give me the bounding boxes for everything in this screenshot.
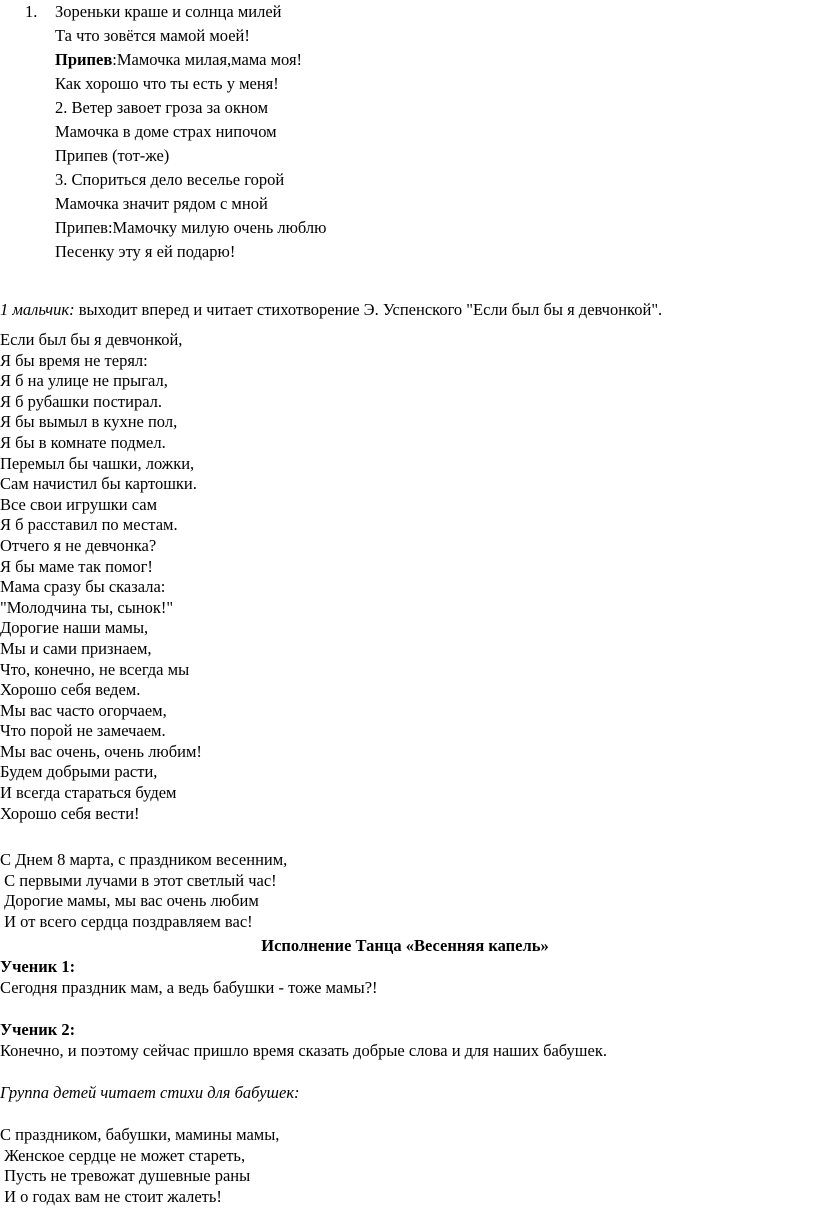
poem-line: Отчего я не девчонка? <box>0 535 157 555</box>
song-line: Как хорошо что ты есть у меня! <box>55 74 279 93</box>
poem-line: Мы и сами признаем, <box>0 638 152 658</box>
speaker-label: 1 мальчик: <box>0 300 75 319</box>
poem-line: Что порой не замечаем. <box>0 721 166 741</box>
poem-line: Я б расставил по местам. <box>0 515 178 535</box>
poem-line: Перемыл бы чашки, ложки, <box>0 453 195 473</box>
poem-line: Я б рубашки постирал. <box>0 391 163 411</box>
student-2-label: Ученик 2: <box>0 1020 76 1039</box>
group-note-block <box>0 1083 810 1104</box>
poem-line: И всегда стараться будем <box>0 783 177 803</box>
chorus-text: :Мамочка милая,мама моя! <box>112 50 303 69</box>
greeting-line: И от всего сердца поздравляем вас! <box>0 911 253 931</box>
song-lyrics <box>25 0 785 264</box>
poem-line: Будем добрыми расти, <box>0 762 158 782</box>
intro-text: выходит вперед и читает стихотворение Э. Успенского "Если был бы я девчонкой". <box>74 300 663 319</box>
chorus-label: Припев <box>55 50 113 69</box>
intro-line <box>0 300 810 321</box>
poem-grandmothers <box>0 1125 810 1207</box>
poem-line: Сам начистил бы картошки. <box>0 474 197 494</box>
chorus-line <box>25 48 785 72</box>
greeting-line: С Днем 8 марта, с праздником весенним, <box>0 850 288 869</box>
poem-line: Мама сразу бы сказала: <box>0 577 166 597</box>
poem-line: Я бы время не терял: <box>0 350 148 370</box>
poem-line: Женское сердце не может стареть, <box>0 1145 246 1165</box>
poem-uspensky <box>0 330 810 824</box>
song-line: Мамочка значит рядом с мной <box>55 194 268 213</box>
song-line: 3. Спориться дело веселье горой <box>55 170 285 189</box>
poem-line: Все свои игрушки сам <box>0 494 158 514</box>
student-2-block <box>0 1020 810 1061</box>
poem-line: "Молодчина ты, сынок!" <box>0 597 174 617</box>
student-2-text: Конечно, и поэтому сейчас пришло время сказать добрые слова и для наших бабушек. <box>0 1040 607 1060</box>
intro-paragraph <box>0 300 810 321</box>
song-line: Мамочка в доме страх нипочом <box>55 122 277 141</box>
poem-line: Мы вас очень, очень любим! <box>0 741 202 761</box>
song-line: Песенку эту я ей подарю! <box>55 242 236 261</box>
student-1-text: Сегодня праздник мам, а ведь бабушки - тоже мамы?! <box>0 977 378 997</box>
poem-line: С праздником, бабушки, мамины мамы, <box>0 1125 280 1144</box>
greeting-verse <box>0 850 810 932</box>
student-1-label: Ученик 1: <box>0 957 76 976</box>
song-line: 2. Ветер завоет гроза за окном <box>55 98 269 117</box>
group-note: Группа детей читает стихи для бабушек: <box>0 1083 300 1102</box>
poem-line: Пусть не тревожат душевные раны <box>0 1166 251 1186</box>
poem-line: Я бы маме так помог! <box>0 556 153 576</box>
poem-line: Если был бы я девчонкой, <box>0 330 183 349</box>
greeting-line: Дорогие мамы, мы вас очень любим <box>0 891 259 911</box>
poem-line: Мы вас часто огорчаем, <box>0 700 167 720</box>
song-line: Припев (тот-же) <box>55 146 170 165</box>
greeting-line: С первыми лучами в этот светлый час! <box>0 870 277 890</box>
song-text: Зореньки краше и солнца милей <box>55 2 282 21</box>
poem-line: Дорогие наши мамы, <box>0 618 149 638</box>
song-line: Припев:Мамочку милую очень люблю <box>55 218 327 237</box>
dance-heading <box>0 936 810 957</box>
poem-line: Хорошо себя ведем. <box>0 680 141 700</box>
list-number: 1. <box>25 2 38 21</box>
poem-line: Я бы в комнате подмел. <box>0 432 166 452</box>
poem-line: Я б на улице не прыгал, <box>0 371 168 391</box>
poem-line: Хорошо себя вести! <box>0 803 140 823</box>
song-line: Та что зовётся мамой моей! <box>55 26 250 45</box>
heading-text: Исполнение Танца «Весенняя капель» <box>261 936 549 955</box>
student-1-block <box>0 957 810 998</box>
poem-line: Что, конечно, не всегда мы <box>0 659 190 679</box>
song-line <box>25 0 785 24</box>
poem-line: Я бы вымыл в кухне пол, <box>0 412 178 432</box>
poem-line: И о годах вам не стоит жалеть! <box>0 1186 222 1206</box>
